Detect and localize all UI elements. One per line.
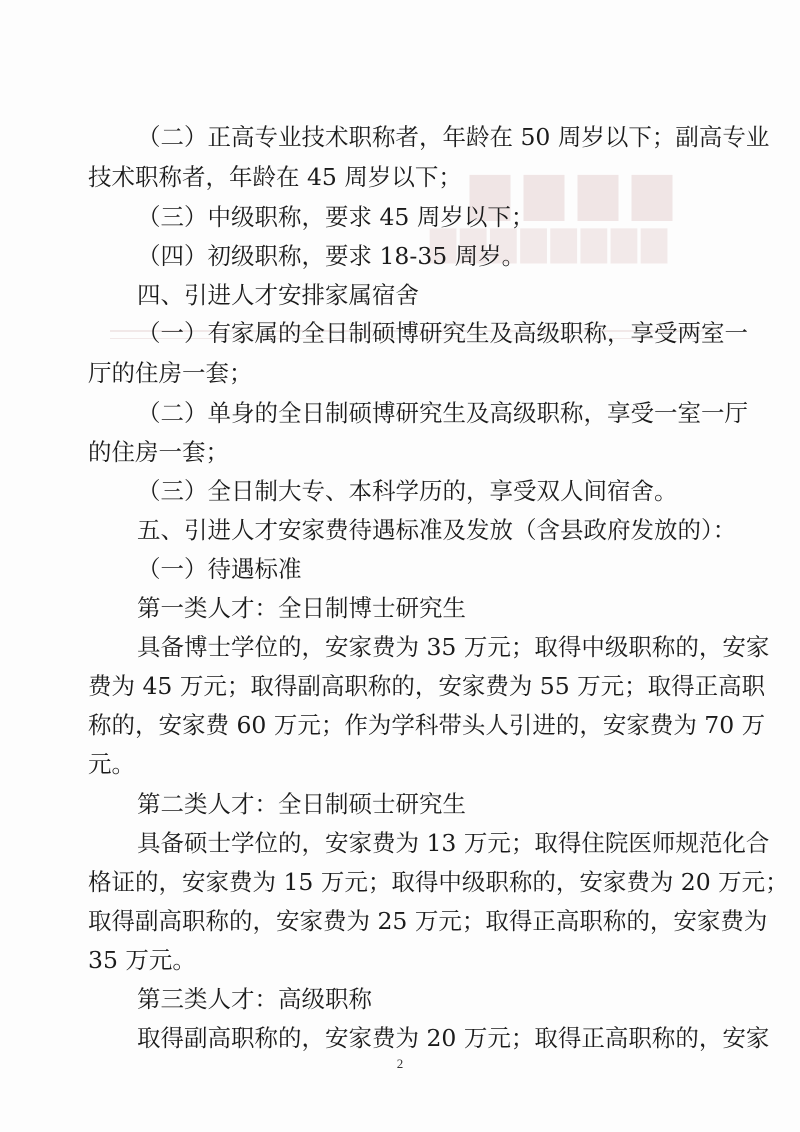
subsection-heading: （一）待遇标准 [137, 555, 302, 583]
paragraph-line: （二）单身的全日制硕博研究生及高级职称，享受一室一厅 [137, 399, 748, 427]
paragraph-line: 取得副高职称的，安家费为 20 万元；取得正高职称的，安家 [137, 1024, 770, 1052]
paragraph-line: 取得副高职称的，安家费为 25 万元；取得正高职称的，安家费为 [88, 907, 768, 935]
page-number: 2 [396, 1056, 404, 1071]
category-heading: 第三类人才：高级职称 [137, 985, 372, 1013]
paragraph-line: （三）全日制大专、本科学历的，享受双人间宿舍。 [137, 477, 678, 505]
paragraph-line: 具备博士学位的，安家费为 35 万元；取得中级职称的，安家 [137, 633, 770, 661]
category-heading: 第二类人才：全日制硕士研究生 [137, 790, 466, 818]
paragraph-line: 厅的住房一套； [88, 359, 253, 387]
paragraph-line: 格证的，安家费为 15 万元；取得中级职称的，安家费为 20 万元； [88, 868, 789, 896]
paragraph-line: 费为 45 万元；取得副高职称的，安家费为 55 万元；取得正高职 [88, 672, 766, 700]
paragraph-line: 的住房一套； [88, 438, 229, 466]
section-heading: 四、引进人才安排家属宿舍 [137, 281, 419, 309]
paragraph-line: （三）中级职称，要求 45 周岁以下； [137, 203, 535, 231]
bleed-through-subheader-mark: ▇▇▇▇▇▇▇▇ [430, 224, 672, 264]
paragraph-line: （四）初级职称，要求 18-35 周岁。 [137, 242, 526, 270]
paragraph-line: 元。 [88, 750, 135, 778]
bleed-through-header-mark: ▆▆▆▆ [470, 160, 686, 221]
paragraph-line: 35 万元。 [88, 946, 196, 974]
paragraph-line: （一）有家属的全日制硕博研究生及高级职称，享受两室一 [137, 319, 748, 347]
paragraph-line: （二）正高专业技术职称者，年龄在 50 周岁以下；副高专业 [137, 123, 770, 151]
category-heading: 第一类人才：全日制博士研究生 [137, 594, 466, 622]
paragraph-line: 技术职称者，年龄在 45 周岁以下； [88, 163, 462, 191]
paragraph-line: 具备硕士学位的，安家费为 13 万元；取得住院医师规范化合 [137, 829, 770, 857]
paragraph-line: 称的，安家费 60 万元；作为学科带头人引进的，安家费为 70 万 [88, 711, 766, 739]
section-heading: 五、引进人才安家费待遇标准及发放（含县政府发放的）： [137, 516, 737, 544]
